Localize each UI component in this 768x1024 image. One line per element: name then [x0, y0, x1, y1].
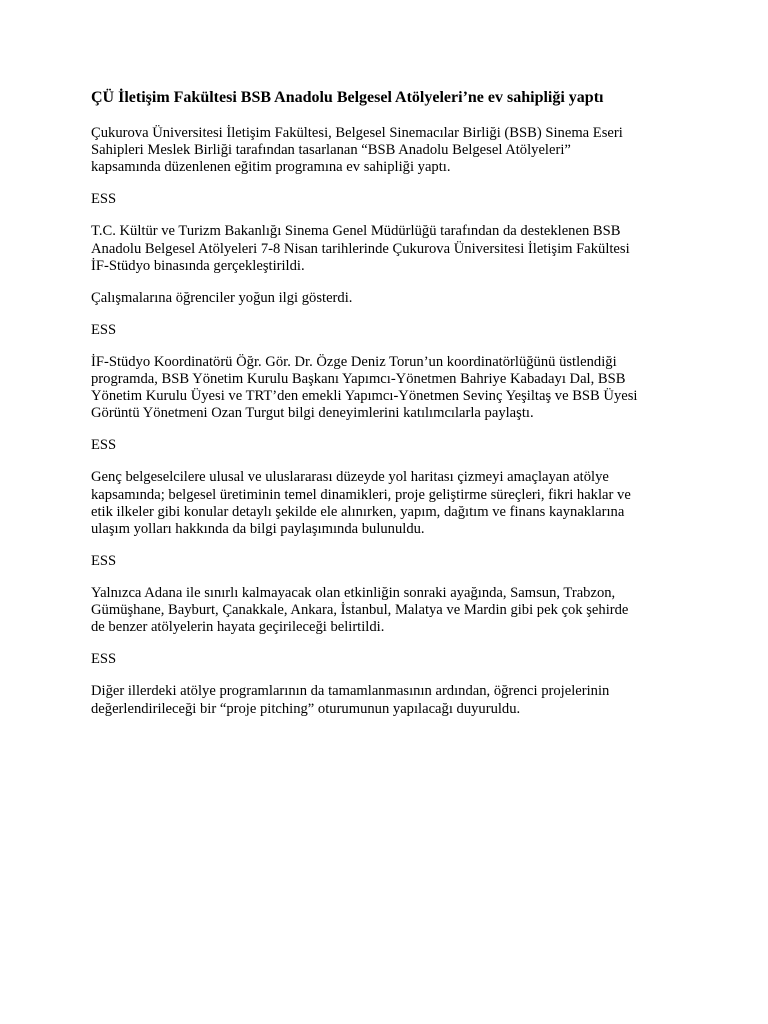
text-line: ESS	[91, 437, 117, 454]
text-line: programda, BSB Yönetim Kurulu Başkanı Yapımcı-Yönetmen Bahriye Kabadayı Dal, BSB	[91, 371, 626, 388]
text-line: İF-Stüdyo Koordinatörü Öğr. Gör. Dr. Özge Deniz Torun’un koordinatörlüğünü üstlendiği	[91, 353, 617, 370]
text-line: ulaşım yolları hakkında da bilgi paylaşımında bulunuldu.	[91, 521, 425, 538]
byline	[91, 651, 691, 668]
text-line: Yalnızca Adana ile sınırlı kalmayacak olan etkinliğin sonraki ayağında, Samsun, Trabzon,	[91, 585, 616, 602]
text-line: etik ilkeler gibi konular detaylı şekilde ele alınırken, yapım, dağıtım ve finans kaynaklarına	[91, 503, 625, 520]
text-line: de benzer atölyelerin hayata geçirileceği belirtildi.	[91, 619, 385, 636]
text-line: Çukurova Üniversitesi İletişim Fakültesi, Belgesel Sinemacılar Birliği (BSB) Sinema Eseri	[91, 125, 623, 141]
byline	[91, 437, 691, 454]
paragraph	[91, 585, 691, 637]
document-body	[91, 125, 691, 718]
text-line: Anadolu Belgesel Atölyeleri 7-8 Nisan tarihlerinde Çukurova Üniversitesi İletişim Fakültesi	[91, 240, 630, 257]
text-line: İF-Stüdyo binasında gerçekleştirildi.	[91, 257, 305, 274]
text-line: Görüntü Yönetmeni Ozan Turgut bilgi deneyimlerini katılımcılarla paylaştı.	[91, 405, 534, 422]
text-line: Yönetim Kurulu Üyesi ve TRT’den emekli Yapımcı-Yönetmen Sevinç Yeşiltaş ve BSB Üyesi	[91, 388, 638, 405]
text-line: değerlendirileceği bir “proje pitching” oturumunun yapılacağı duyuruldu.	[91, 700, 521, 717]
paragraph	[91, 683, 691, 717]
paragraph	[91, 354, 691, 423]
text-line: Çalışmalarına öğrenciler yoğun ilgi gösterdi.	[91, 289, 353, 306]
paragraph	[91, 290, 691, 307]
text-line: Gümüşhane, Bayburt, Çanakkale, Ankara, İstanbul, Malatya ve Mardin gibi pek çok şehirde	[91, 602, 629, 619]
document-page	[91, 78, 691, 733]
paragraph	[91, 469, 691, 538]
text-line: ESS	[91, 191, 117, 208]
paragraph	[91, 125, 691, 177]
text-line: Sahipleri Meslek Birliği tarafından tasarlanan “BSB Anadolu Belgesel Atölyeleri”	[91, 142, 571, 159]
byline	[91, 553, 691, 570]
text-line: Diğer illerdeki atölye programlarının da tamamlanmasının ardından, öğrenci projelerinin	[91, 683, 610, 700]
text-line: Genç belgeselcilere ulusal ve uluslararası düzeyde yol haritası çizmeyi amaçlayan atölye	[91, 469, 609, 486]
text-line: kapsamında; belgesel üretiminin temel dinamikleri, proje geliştirme süreçleri, fikri haklar ve	[91, 486, 631, 503]
byline	[91, 322, 691, 339]
text-line: T.C. Kültür ve Turizm Bakanlığı Sinema Genel Müdürlüğü tarafından da desteklenen BSB	[91, 223, 621, 240]
document-title: ÇÜ İletişim Fakültesi BSB Anadolu Belgesel Atölyeleri’ne ev sahipliği yaptı	[91, 89, 604, 106]
paragraph	[91, 223, 691, 275]
text-line: ESS	[91, 651, 117, 668]
text-line: kapsamında düzenlenen eğitim programına ev sahipliği yaptı.	[91, 159, 451, 176]
byline	[91, 191, 691, 208]
text-line: ESS	[91, 321, 117, 338]
text-line: ESS	[91, 553, 117, 570]
